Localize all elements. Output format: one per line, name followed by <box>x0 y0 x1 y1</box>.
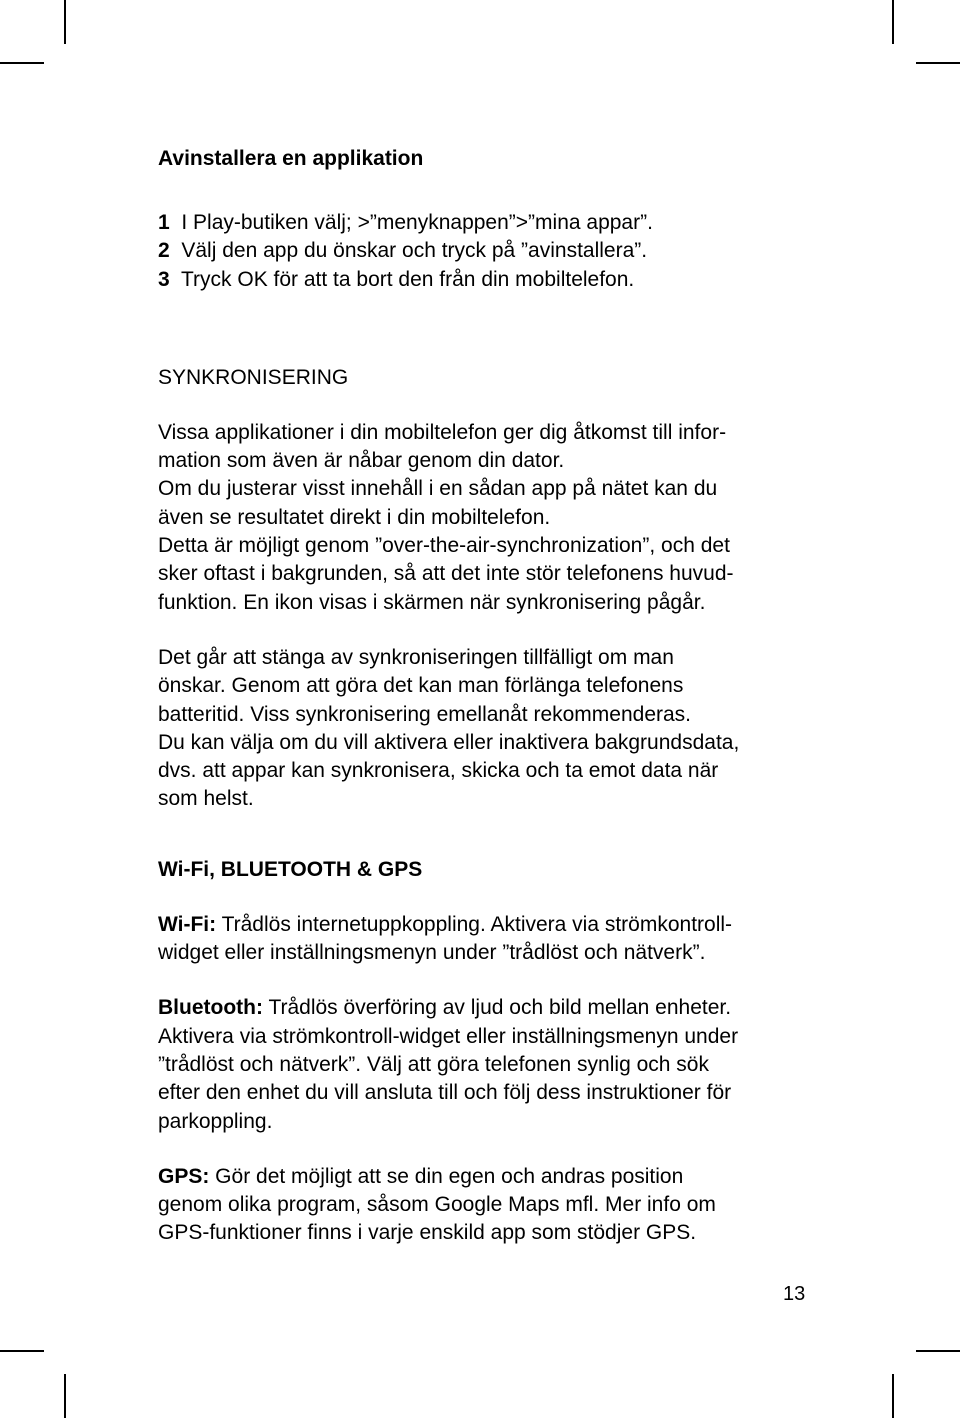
text-line: batteritid. Viss synkronisering emellanåt rekommenderas. <box>158 702 692 726</box>
text-line: även se resultatet direkt i din mobiltelefon. <box>158 505 551 529</box>
section-title-uninstall: Avinstallera en applikation <box>158 147 424 170</box>
text-line: GPS-funktioner finns i varje enskild app som stödjer GPS. <box>158 1221 697 1245</box>
crop-mark-top-right-vertical <box>892 0 894 44</box>
list-item: 1 I Play-butiken välj; >”menyknappen”>”mina appar”. <box>158 211 653 234</box>
wifi-label: Wi-Fi: <box>158 912 217 936</box>
text-line: Aktivera via strömkontroll-widget eller inställningsmenyn under <box>158 1024 739 1048</box>
crop-mark-bottom-left-vertical <box>64 1374 66 1418</box>
text-line: mation som även är nåbar genom din dator. <box>158 449 565 473</box>
text-line: ”trådlöst och nätverk”. Välj att göra telefonen synlig och sök <box>158 1052 709 1076</box>
text-line: önskar. Genom att göra det kan man förlänga telefonens <box>158 674 684 698</box>
text-line: funktion. En ikon visas i skärmen när synkronisering pågår. <box>158 590 706 614</box>
text-line: GPS: Gör det möjligt att se din egen och andras position <box>158 1164 684 1188</box>
text-line: Vissa applikationer i din mobiltelefon ger dig åtkomst till infor- <box>158 420 727 444</box>
text-line: genom olika program, såsom Google Maps mfl. Mer info om <box>158 1193 716 1217</box>
list-item: 2 Välj den app du önskar och tryck på ”avinstallera”. <box>158 239 648 263</box>
list-item: 3 Tryck OK för att ta bort den från din mobiltelefon. <box>158 267 635 291</box>
gps-paragraph <box>158 1163 858 1248</box>
text-line: Du kan välja om du vill aktivera eller inaktivera bakgrundsdata, <box>158 730 740 754</box>
text-line: Det går att stänga av synkroniseringen tillfälligt om man <box>158 645 674 669</box>
uninstall-steps-list <box>158 209 858 294</box>
crop-mark-bottom-right-horizontal <box>916 1350 960 1352</box>
page-number: 13 <box>783 1283 806 1305</box>
text-line: sker oftast i bakgrunden, så att det inte stör telefonens huvud- <box>158 562 734 586</box>
wifi-paragraph <box>158 911 858 968</box>
text-line: efter den enhet du vill ansluta till och följ dess instruktioner för <box>158 1081 732 1105</box>
section-title-sync: SYNKRONISERING <box>158 365 349 389</box>
crop-mark-bottom-right-vertical <box>892 1374 894 1418</box>
bluetooth-paragraph <box>158 994 858 1135</box>
crop-mark-top-left-vertical <box>64 0 66 44</box>
sync-paragraph-1 <box>158 419 858 617</box>
text-line: widget eller inställningsmenyn under ”trådlöst och nätverk”. <box>158 941 706 965</box>
text-line: Detta är möjligt genom ”over-the-air-synchronization”, och det <box>158 534 730 558</box>
crop-mark-top-left-horizontal <box>0 62 44 64</box>
text-line: Wi-Fi: Trådlös internetuppkoppling. Aktivera via strömkontroll- <box>158 912 733 936</box>
bluetooth-label: Bluetooth: <box>158 996 263 1020</box>
text-line: som helst. <box>158 787 254 811</box>
text-line: Bluetooth: Trådlös överföring av ljud och bild mellan enheter. <box>158 996 732 1020</box>
page-content <box>158 145 858 1248</box>
sync-paragraph-2 <box>158 644 858 814</box>
text-line: parkoppling. <box>158 1109 273 1133</box>
gps-label: GPS: <box>158 1164 210 1188</box>
crop-mark-bottom-left-horizontal <box>0 1350 44 1352</box>
crop-mark-top-right-horizontal <box>916 62 960 64</box>
section-title-connectivity: Wi-Fi, BLUETOOTH & GPS <box>158 857 423 881</box>
text-line: dvs. att appar kan synkronisera, skicka och ta emot data när <box>158 759 719 783</box>
text-line: Om du justerar visst innehåll i en sådan app på nätet kan du <box>158 477 718 501</box>
